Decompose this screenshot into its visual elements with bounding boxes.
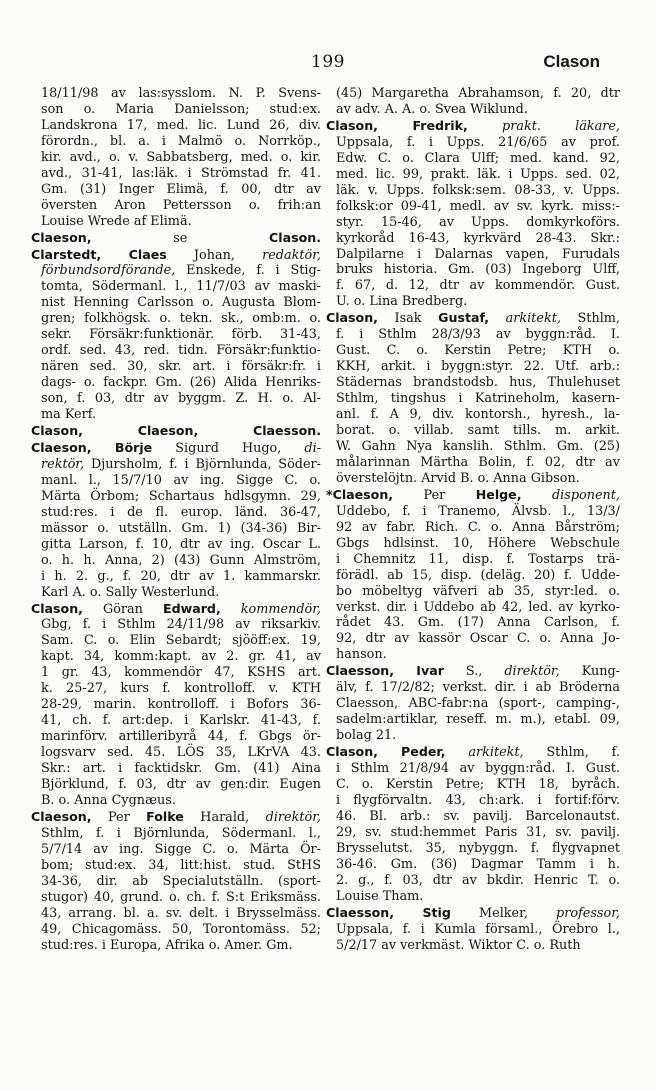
entry-text: 36-46. Gm. (36) Dagmar Tamm i h. bbox=[336, 856, 620, 872]
entry-text: stud:res. i de fl. europ. länd. 36-47, bbox=[41, 504, 321, 520]
occupation: förbundsordförande, bbox=[41, 263, 176, 279]
entry-text bbox=[221, 602, 241, 617]
entry-text-line bbox=[326, 728, 620, 744]
entry-headword-line bbox=[31, 230, 321, 247]
entry-text-line bbox=[31, 327, 321, 343]
entry-text: ordf. sed. 43, red. tidn. Försäkr:funktio- bbox=[41, 343, 321, 359]
entry-text: Björklund, f. 03, dtr av gen:dir. Eugen bbox=[41, 776, 321, 792]
entry-text-line bbox=[31, 777, 321, 793]
entry-text-line bbox=[326, 247, 620, 263]
occupation: arkitekt, bbox=[505, 311, 561, 327]
entry-text: i Sthlm 21/8/94 av byggn:råd. I. Gust. bbox=[336, 761, 620, 777]
entry-text: av adv. A. A. o. Svea Wiklund. bbox=[336, 101, 528, 117]
entry-text: se bbox=[91, 230, 270, 246]
headword: Claeson, Börje bbox=[31, 439, 153, 455]
entry-text: B. o. Anna Cygnæus. bbox=[41, 792, 176, 808]
entry-text-line bbox=[31, 166, 321, 182]
entry-text-line bbox=[326, 631, 620, 647]
entry-text: U. o. Lina Bredberg. bbox=[336, 294, 468, 310]
entry-headword-line bbox=[326, 310, 620, 327]
entry-text: Gbgs hdlsinst. 10, Höhere Webschule bbox=[336, 535, 620, 551]
entry-text: Skr.: art. i facktidskr. Gm. (41) Aina bbox=[41, 761, 321, 777]
headword: Clason, Peder, bbox=[326, 744, 446, 760]
entry-text-line bbox=[326, 584, 620, 600]
entry-text bbox=[522, 488, 552, 503]
entry-text-line bbox=[326, 294, 620, 310]
entry-text: kir. avd., o. v. Sabbatsberg, med. o. kir. bbox=[41, 149, 321, 165]
entry-text-line bbox=[326, 278, 620, 294]
entry-text: anl. f. A 9, div. kontorsh., hyresh., la- bbox=[336, 407, 620, 423]
entry-text-line bbox=[326, 712, 620, 728]
entry-text: borat. o. villab. samt tills. m. arkit. bbox=[336, 423, 620, 439]
occupation: prakt. läkare, bbox=[502, 118, 620, 134]
entry-text: Sthlm, f. i Björnlunda, Södermanl. l., bbox=[41, 825, 321, 841]
entry-text: Brysselutst. 35, nybyggn. f. flygvapnet bbox=[336, 840, 620, 856]
entry-text: W. Gahn Nya kanslih. Sthlm. Gm. (25) bbox=[336, 438, 620, 454]
entry-text: läk. v. Upps. folksk:sem. 08-33, v. Upps. bbox=[336, 182, 620, 198]
entry-text: tomta, Södermanl. l., 11/7/03 av maski- bbox=[41, 279, 321, 295]
entry-text-line bbox=[31, 729, 321, 745]
headword: Clason, Claeson, Claesson. bbox=[31, 423, 321, 439]
entry-text bbox=[468, 119, 502, 134]
entry-text: avd., 31-41, las:läk. i Strömstad fr. 41. bbox=[41, 165, 321, 181]
entry-text-line bbox=[326, 857, 620, 873]
entry-text-line bbox=[326, 215, 620, 231]
entry-text: Gust. C. o. Kerstin Petre; KTH o. bbox=[336, 343, 620, 359]
entry-text-line bbox=[326, 922, 620, 938]
entry-text-line bbox=[326, 777, 620, 793]
entry-text-line bbox=[326, 231, 620, 247]
entry-text-line bbox=[326, 600, 620, 616]
headword: Helge, bbox=[475, 486, 522, 502]
entry-text: förädl. ab 15, disp. (deläg. 20) f. Udde- bbox=[336, 567, 620, 583]
entry-text-line bbox=[31, 118, 321, 134]
occupation: direktör, bbox=[504, 664, 560, 680]
entry-text: Märta Örbom; Schartaus hdlsgymn. 29, bbox=[41, 488, 321, 504]
entry-text: Per bbox=[393, 487, 476, 503]
entry-text: Enskede, f. i Stig- bbox=[175, 263, 321, 279]
entry-text-line bbox=[326, 825, 620, 841]
headword: Edward, bbox=[162, 600, 221, 616]
entry-text-line bbox=[31, 391, 321, 407]
entry-text: Gbg, f. i Sthlm 24/11/98 av riksarkiv. bbox=[41, 617, 321, 633]
entry-text: sadelm:artiklar, reseff. m. m.), etabl. 09, bbox=[336, 712, 620, 728]
entry-text-line bbox=[31, 569, 321, 585]
entry-headword-line bbox=[31, 601, 321, 618]
left-column bbox=[31, 86, 321, 953]
entry-text-line bbox=[326, 455, 620, 471]
headword: Claeson, bbox=[31, 808, 92, 824]
entry-text: 18/11/98 av las:sysslom. N. P. Svens- bbox=[41, 86, 321, 101]
entry-text-line bbox=[31, 407, 321, 423]
entry-text-line bbox=[326, 793, 620, 809]
entry-text-line bbox=[326, 520, 620, 536]
occupation: direktör, bbox=[265, 809, 321, 825]
entry-text-line bbox=[326, 568, 620, 584]
entry-text-line bbox=[31, 86, 321, 102]
entry-text-line bbox=[326, 183, 620, 199]
entry-text-line bbox=[326, 262, 620, 278]
entry-text: Städernas brandstodsb. hus, Thulehuset bbox=[336, 375, 620, 391]
entry-text-line bbox=[31, 295, 321, 311]
entry-text: Per bbox=[91, 809, 147, 825]
entry-text: 41, ch. f. art:dep. i Karlskr. 41-43, f. bbox=[41, 713, 321, 729]
entry-text-line bbox=[326, 423, 620, 439]
headword: Clason. bbox=[269, 229, 321, 245]
entry-text: 92 av fabr. Rich. C. o. Anna Bårström; bbox=[336, 519, 620, 535]
entry-text-line bbox=[326, 938, 620, 954]
entry-text: KKH, arkit. i byggn:styr. 22. Utf. arb.: bbox=[336, 359, 620, 375]
entry-text: 5/2/17 av verkmäst. Wiktor C. o. Ruth bbox=[336, 937, 581, 953]
entry-text-line bbox=[326, 439, 620, 455]
entry-text: Sam. C. o. Elin Sebardt; sjööff:ex. 19, bbox=[41, 633, 321, 649]
entry-text-line bbox=[326, 199, 620, 215]
entry-text-line bbox=[326, 841, 620, 857]
entry-text-line bbox=[31, 842, 321, 858]
entry-text-line bbox=[31, 697, 321, 713]
entry-text: 92, dtr av kassör Oscar C. o. Anna Jo- bbox=[336, 631, 620, 647]
entry-text-line bbox=[31, 906, 321, 922]
entry-text: kapt. 34, komm:kapt. av 2. gr. 41, av bbox=[41, 649, 321, 665]
entry-text-line bbox=[31, 182, 321, 198]
entry-text: 2. g., f. 03, dtr av bkdir. Henric T. o. bbox=[336, 872, 620, 888]
headword: Claesson, Ivar bbox=[326, 663, 444, 679]
entry-text: verkst. dir. i Uddebo ab 42, led. av kyrko- bbox=[336, 599, 620, 615]
entry-text: Melker, bbox=[450, 905, 557, 921]
entry-text: Göran bbox=[82, 601, 163, 617]
entry-text-line bbox=[31, 649, 321, 665]
entry-text-line bbox=[31, 198, 321, 214]
entry-text: Uppsala, f. i Kumla församl., Örebro l., bbox=[336, 921, 620, 937]
entry-text: marinförv. artilleribyrå 44, f. Gbgs ör- bbox=[41, 729, 321, 745]
entry-text: Edw. C. o. Clara Ulff; med. kand. 92, bbox=[336, 150, 620, 166]
entry-text: 1 gr. 43, kommendör 47, KSHS art. bbox=[41, 665, 321, 681]
entry-text: Landskrona 17, med. lic. Lund 26, div. bbox=[41, 117, 321, 133]
headword: Gustaf, bbox=[438, 310, 490, 326]
entry-text-line bbox=[326, 873, 620, 889]
entry-text: med. lic. 99, prakt. läk. i Upps. sed. 02, bbox=[336, 166, 620, 182]
entry-headword-line bbox=[326, 487, 620, 504]
entry-text-line bbox=[31, 279, 321, 295]
entry-headword-line bbox=[326, 744, 620, 761]
entry-text-line bbox=[31, 214, 321, 230]
entry-text: i h. 2. g., f. 20, dtr av 1. kammarskr. bbox=[41, 568, 321, 584]
entry-text: S., bbox=[443, 664, 505, 680]
entry-text: gitta Larson, f. 10, dtr av ing. Oscar L. bbox=[41, 536, 321, 552]
entry-text: f. i Sthlm 28/3/93 av byggn:råd. I. bbox=[336, 327, 620, 343]
entry-text-line bbox=[326, 391, 620, 407]
entry-text: Johan, bbox=[166, 247, 263, 263]
entry-text: (45) Margaretha Abrahamson, f. 20, dtr bbox=[336, 86, 620, 101]
entry-text: C. o. Kerstin Petre; KTH 18, byråch. bbox=[336, 776, 620, 792]
headword: *Claeson, bbox=[326, 486, 394, 502]
entry-text: manl. l., 15/7/10 av ing. Sigge C. o. bbox=[41, 472, 321, 488]
entry-text: 49, Chicagomäss. 50, Torontomäss. 52; bbox=[41, 921, 321, 937]
entry-text-line bbox=[31, 922, 321, 938]
entry-text: 34-36, dir. ab Specialutställn. (sport- bbox=[41, 873, 321, 889]
entry-headword-line bbox=[31, 809, 321, 826]
entry-text-line bbox=[326, 696, 620, 712]
entry-headword-line bbox=[326, 905, 620, 922]
headword: Claesson, Stig bbox=[326, 904, 451, 920]
entry-headword-line bbox=[31, 423, 321, 440]
entry-text: Isak bbox=[377, 311, 439, 327]
entry-text: nist Henning Carlsson o. Augusta Blom- bbox=[41, 295, 321, 311]
occupation: redaktör, bbox=[262, 247, 321, 263]
entry-text-line bbox=[326, 809, 620, 825]
headword: Clason, Fredrik, bbox=[326, 117, 468, 133]
entry-text: folksk:or 09-41, medl. av sv. kyrk. miss:- bbox=[336, 198, 620, 214]
headword: Folke bbox=[146, 808, 184, 824]
occupation: professor, bbox=[556, 905, 620, 921]
entry-text-line bbox=[31, 521, 321, 537]
entry-text-line bbox=[31, 826, 321, 842]
occupation: disponent, bbox=[551, 487, 620, 503]
entry-text: Uddebo, f. i Tranemo, Älvsb. l., 13/3/ bbox=[336, 503, 620, 519]
entry-text-line bbox=[326, 167, 620, 183]
entry-text: sekr. Försäkr:funktionär. förb. 31-43, bbox=[41, 327, 321, 343]
entry-headword-line bbox=[326, 663, 620, 680]
entry-text-line bbox=[31, 102, 321, 118]
entry-text-line bbox=[31, 585, 321, 601]
entry-text: i Chemnitz 11, disp. f. Tostarps trä- bbox=[336, 551, 620, 567]
entry-text: Djursholm, f. i Björnlunda, Söder- bbox=[84, 456, 321, 472]
entry-text: stugor) 40, grund. o. ch. f. S:t Eriksmäss. bbox=[41, 889, 321, 905]
occupation: di- bbox=[304, 440, 322, 456]
entry-text: målarinnan Märtha Bolin, f. 02, dtr av bbox=[336, 454, 620, 470]
entry-text: älv, f. 17/2/82; verkst. dir. i ab Bröderna bbox=[336, 680, 620, 696]
entry-text-line bbox=[31, 665, 321, 681]
entry-text: 29, sv. stud:hemmet Paris 31, sv. pavilj. bbox=[336, 824, 620, 840]
entry-text: förordn., bl. a. i Malmö o. Norrköp., bbox=[41, 133, 321, 149]
entry-text: f. 67, d. 12, dtr av kommendör. Gust. bbox=[336, 278, 620, 294]
entry-text-line bbox=[31, 874, 321, 890]
entry-text-line bbox=[326, 471, 620, 487]
running-head: Clason bbox=[543, 52, 600, 71]
entry-text: bruks historia. Gm. (03) Ingeborg Ulff, bbox=[336, 262, 620, 278]
headword: Clason, bbox=[326, 310, 378, 326]
entry-headword-line bbox=[31, 247, 321, 264]
entry-text-line bbox=[31, 489, 321, 505]
entry-text bbox=[489, 311, 506, 326]
entry-text-line bbox=[326, 536, 620, 552]
entry-text: Claesson, ABC-fabr:na (sport-, camping-, bbox=[336, 696, 620, 712]
entry-text: stud:res. i Europa, Afrika o. Amer. Gm. bbox=[41, 937, 293, 953]
entry-text: logsvarv sed. 45. LÖS 35, LKrVA 43. bbox=[41, 745, 321, 761]
entry-text: 5/7/14 av ing. Sigge C. o. Märta Ör- bbox=[41, 841, 321, 857]
entry-text-line bbox=[326, 86, 620, 102]
entry-text: son, f. 03, dtr av byggm. Z. H. o. Al- bbox=[41, 391, 321, 407]
entry-text-line bbox=[31, 359, 321, 375]
entry-text: Harald, bbox=[183, 809, 266, 825]
entry-text-line bbox=[31, 890, 321, 906]
entry-text: i flygförvaltn. 43, ch:ark. i fortif:förv. bbox=[336, 792, 620, 808]
entry-text: gren; folkhögsk. o. tekn. sk., omb:m. o. bbox=[41, 311, 321, 327]
entry-text-line bbox=[326, 327, 620, 343]
entry-text-line bbox=[31, 150, 321, 166]
entry-text-line bbox=[326, 135, 620, 151]
entry-text: mässor o. utställn. Gm. 1) (34-36) Bir- bbox=[41, 520, 321, 536]
entry-text: Kung- bbox=[559, 664, 620, 680]
entry-text: bom; stud:ex. 34, litt:hist. stud. StHS bbox=[41, 857, 321, 873]
entry-text-line bbox=[31, 311, 321, 327]
entry-text: bo möbeltyg väfveri ab 35, styr:led. o. bbox=[336, 583, 620, 599]
entry-text-line bbox=[326, 647, 620, 663]
entry-text-line bbox=[31, 745, 321, 761]
entry-text-line bbox=[31, 713, 321, 729]
occupation: kommendör, bbox=[240, 601, 321, 617]
entry-text-line bbox=[31, 793, 321, 809]
entry-text: Dalpilarne i Dalarnas vapen, Furudals bbox=[336, 246, 620, 262]
entry-text: k. 25-27, kurs f. kontrolloff. v. KTH bbox=[41, 681, 321, 697]
entry-text-line bbox=[31, 761, 321, 777]
entry-text: översten Aron Pettersson o. frih:an bbox=[41, 197, 321, 213]
entry-text-line bbox=[31, 134, 321, 150]
entry-text-line bbox=[31, 375, 321, 391]
entry-text: Louise Wrede af Elimä. bbox=[41, 213, 192, 229]
entry-text-line bbox=[326, 343, 620, 359]
entry-text: 46. Bl. arb.: sv. pavilj. Barcelonautst. bbox=[336, 808, 620, 824]
entry-text-line bbox=[326, 615, 620, 631]
entry-text-line bbox=[31, 858, 321, 874]
entry-text-line bbox=[326, 102, 620, 118]
entry-text bbox=[446, 745, 469, 760]
entry-text: Sigurd Hugo, bbox=[152, 440, 305, 456]
entry-text: nären sed. 30, skr. art. i försäkr:fr. i bbox=[41, 359, 321, 375]
entry-text-line bbox=[31, 473, 321, 489]
headword: Claeson, bbox=[31, 229, 92, 245]
entry-text-line bbox=[326, 761, 620, 777]
entry-text-line bbox=[31, 505, 321, 521]
entry-text-line bbox=[326, 359, 620, 375]
entry-text: son o. Maria Danielsson; stud:ex. bbox=[41, 101, 321, 117]
entry-text: styr. 15-46, av Upps. domkyrkoförs. bbox=[336, 214, 620, 230]
entry-text: Sthlm, bbox=[560, 311, 620, 327]
page-number: 199 bbox=[311, 52, 345, 72]
entry-text: överstelöjtn. Arvid B. o. Anna Gibson. bbox=[336, 470, 580, 486]
entry-text-line bbox=[326, 375, 620, 391]
right-column bbox=[326, 86, 620, 953]
entry-text-line bbox=[31, 537, 321, 553]
entry-text: bolag 21. bbox=[336, 728, 397, 744]
entry-text: hanson. bbox=[336, 647, 387, 663]
entry-text: o. h. h. Anna, 2) (43) Gunn Almström, bbox=[41, 552, 321, 568]
entry-text: 28-29, marin. kontrolloff. i Bofors 36- bbox=[41, 697, 321, 713]
entry-text: Gm. (31) Inger Elimä, f. 00, dtr av bbox=[41, 181, 321, 197]
entry-text-line bbox=[326, 680, 620, 696]
entry-text-line bbox=[31, 553, 321, 569]
entry-text-line bbox=[326, 889, 620, 905]
entry-text: ma Kerf. bbox=[41, 407, 97, 423]
entry-headword-line bbox=[31, 440, 321, 457]
entry-text-line bbox=[31, 617, 321, 633]
entry-text-line bbox=[31, 343, 321, 359]
entry-text: Louise Tham. bbox=[336, 888, 424, 904]
entry-text-line bbox=[326, 151, 620, 167]
entry-text-line bbox=[326, 552, 620, 568]
entry-text-line bbox=[31, 633, 321, 649]
entry-text-line bbox=[31, 681, 321, 697]
entry-text-line bbox=[31, 938, 321, 954]
entry-text-line bbox=[31, 457, 321, 473]
entry-text: dags- o. fackpr. Gm. (26) Alida Henriks- bbox=[41, 375, 321, 391]
occupation: rektör, bbox=[41, 456, 85, 472]
entry-text-line bbox=[326, 504, 620, 520]
headword: Clason, bbox=[31, 600, 83, 616]
occupation: arkitekt, bbox=[468, 745, 524, 761]
entry-text: kyrkoråd 16-43, kyrkvärd 28-43. Skr.: bbox=[336, 230, 620, 246]
entry-headword-line bbox=[326, 118, 620, 135]
entry-text: Sthlm, f. bbox=[523, 745, 620, 761]
entry-text-line bbox=[326, 407, 620, 423]
entry-text-line bbox=[31, 263, 321, 279]
entry-text: rådet 43. Gm. (17) Anna Carlson, f. bbox=[336, 615, 620, 631]
entry-text: 43, arrang. bl. a. sv. delt. i Brysselmäss. bbox=[41, 905, 321, 921]
entry-text: Uppsala, f. i Upps. 21/6/65 av prof. bbox=[336, 134, 620, 150]
headword: Clarstedt, Claes bbox=[31, 246, 167, 262]
entry-text: Sthlm, tingshus i Katrineholm, kasern- bbox=[336, 391, 620, 407]
entry-text: Karl A. o. Sally Westerlund. bbox=[41, 584, 220, 600]
